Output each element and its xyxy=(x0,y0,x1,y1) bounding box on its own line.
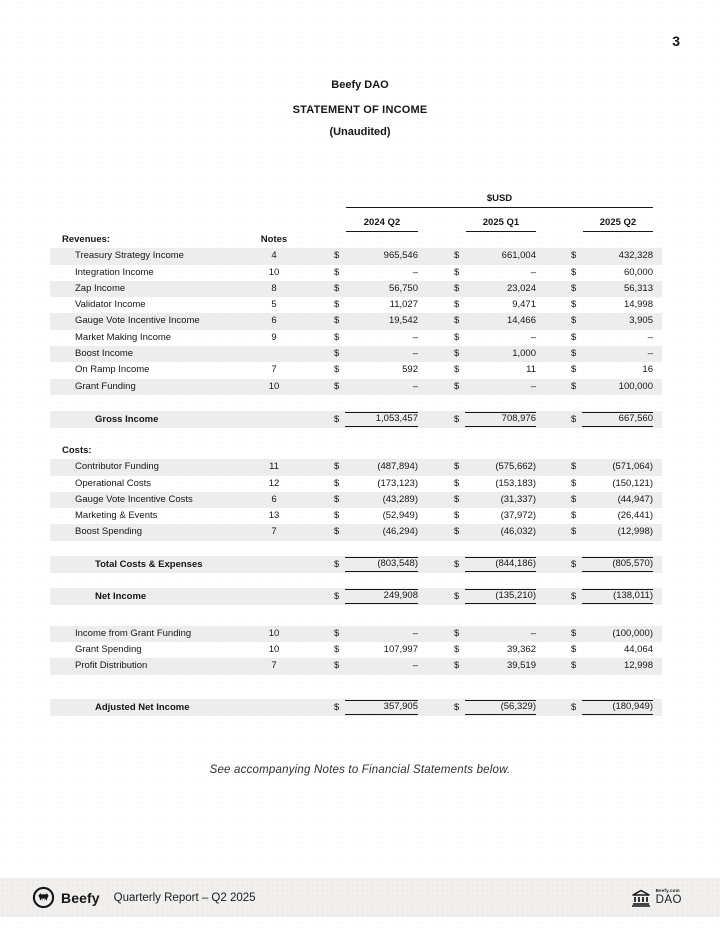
money-cell xyxy=(571,508,653,524)
currency-symbol: $ xyxy=(334,590,340,602)
page-number: 3 xyxy=(672,33,680,49)
row-label: Treasury Strategy Income xyxy=(75,250,184,262)
money-cell xyxy=(571,411,653,428)
money-cell xyxy=(571,476,653,492)
money-cell xyxy=(571,248,653,264)
amount: – xyxy=(412,348,418,360)
currency-symbol: $ xyxy=(454,331,460,343)
amount: (46,032) xyxy=(500,526,536,538)
note-ref: 13 xyxy=(268,510,280,522)
currency-symbol: $ xyxy=(454,299,460,311)
amount: 44,064 xyxy=(623,644,653,656)
currency-symbol: $ xyxy=(334,266,340,278)
note-ref: 12 xyxy=(268,477,280,489)
money-cell xyxy=(334,658,418,674)
money-cell xyxy=(334,476,418,492)
amount: – xyxy=(530,266,536,278)
amount: (31,337) xyxy=(500,493,536,505)
table-row xyxy=(50,265,662,281)
table-row xyxy=(50,658,662,674)
note-ref: 10 xyxy=(268,644,280,656)
amount: 39,362 xyxy=(506,644,536,656)
money-cell xyxy=(454,642,536,658)
currency-symbol: $ xyxy=(571,315,577,327)
money-cell xyxy=(454,699,536,716)
currency-symbol: $ xyxy=(334,413,340,425)
amount: (571,064) xyxy=(612,461,653,473)
money-cell xyxy=(454,346,536,362)
currency-symbol: $ xyxy=(334,510,340,522)
amount: (138,011) xyxy=(582,589,653,604)
amount: 19,542 xyxy=(388,315,418,327)
amount: 14,998 xyxy=(623,299,653,311)
row-label: Gauge Vote Incentive Income xyxy=(75,315,200,327)
table-row xyxy=(50,411,662,428)
currency-symbol: $ xyxy=(571,590,577,602)
money-cell xyxy=(454,626,536,642)
currency-symbol: $ xyxy=(454,477,460,489)
note-ref: 7 xyxy=(271,660,277,672)
table-row xyxy=(50,508,662,524)
currency-symbol: $ xyxy=(454,493,460,505)
table-row xyxy=(50,297,662,313)
money-cell xyxy=(334,699,418,716)
currency-symbol: $ xyxy=(454,461,460,473)
total-label: Gross Income xyxy=(95,413,159,425)
footer xyxy=(0,878,720,917)
amount: (805,570) xyxy=(582,557,653,572)
row-label: Integration Income xyxy=(75,266,154,278)
currency-symbol: $ xyxy=(454,413,460,425)
amount: – xyxy=(412,660,418,672)
amount: 100,000 xyxy=(618,380,653,392)
total-label: Adjusted Net Income xyxy=(95,702,190,714)
money-cell xyxy=(454,297,536,313)
table-row xyxy=(50,443,662,459)
money-cell xyxy=(454,265,536,281)
money-cell xyxy=(334,556,418,573)
money-cell xyxy=(334,642,418,658)
money-cell xyxy=(571,346,653,362)
money-cell xyxy=(454,459,536,475)
money-cell xyxy=(334,362,418,378)
currency-symbol: $ xyxy=(454,590,460,602)
currency-symbol: $ xyxy=(454,526,460,538)
amount: – xyxy=(647,348,653,360)
footer-dao-label: DAO xyxy=(655,893,682,906)
money-cell xyxy=(571,524,653,540)
amount: 965,546 xyxy=(383,250,418,262)
amount: – xyxy=(412,266,418,278)
money-cell xyxy=(334,248,418,264)
table-row xyxy=(50,626,662,642)
beefy-cow-logo-icon xyxy=(32,886,55,909)
amount: (100,000) xyxy=(612,627,653,639)
note-ref: 10 xyxy=(268,380,280,392)
money-cell xyxy=(454,524,536,540)
total-label: Net Income xyxy=(95,590,147,602)
note-ref: 11 xyxy=(269,461,279,473)
footer-report-title: Quarterly Report – Q2 2025 xyxy=(113,891,256,904)
note-ref: 10 xyxy=(268,266,280,278)
money-cell xyxy=(454,492,536,508)
money-cell xyxy=(334,346,418,362)
money-cell xyxy=(334,313,418,329)
amount: 432,328 xyxy=(618,250,653,262)
currency-symbol: $ xyxy=(571,380,577,392)
amount: 667,560 xyxy=(582,412,653,427)
money-cell xyxy=(571,330,653,346)
spacer xyxy=(50,395,662,411)
row-label: Boost Income xyxy=(75,348,134,360)
currency-symbol: $ xyxy=(571,250,577,262)
row-label: Gauge Vote Incentive Costs xyxy=(75,493,193,505)
currency-symbol: $ xyxy=(454,348,460,360)
money-cell xyxy=(571,642,653,658)
amount: 56,313 xyxy=(623,282,653,294)
money-cell xyxy=(571,281,653,297)
currency-symbol: $ xyxy=(571,510,577,522)
money-cell xyxy=(571,699,653,716)
amount: (52,949) xyxy=(382,510,418,522)
money-cell xyxy=(571,362,653,378)
currency-symbol: $ xyxy=(334,299,340,311)
money-cell xyxy=(334,588,418,605)
amount: 592 xyxy=(402,364,418,376)
table-row xyxy=(50,642,662,658)
money-cell xyxy=(571,626,653,642)
currency-header: $USD xyxy=(346,193,653,208)
currency-symbol: $ xyxy=(571,413,577,425)
amount: 14,466 xyxy=(506,315,536,327)
section-label: Revenues: xyxy=(62,234,111,245)
money-cell xyxy=(334,379,418,395)
currency-symbol: $ xyxy=(571,477,577,489)
note-ref: 6 xyxy=(271,493,277,505)
note-ref: 8 xyxy=(271,282,277,294)
currency-symbol: $ xyxy=(571,493,577,505)
currency-symbol: $ xyxy=(454,250,460,262)
title-block xyxy=(0,79,720,138)
note-ref: 6 xyxy=(271,315,277,327)
money-cell xyxy=(334,297,418,313)
notes-header: Notes xyxy=(260,234,288,245)
page-subtitle: (Unaudited) xyxy=(329,126,391,138)
row-label: Income from Grant Funding xyxy=(75,627,192,639)
amount: (12,998) xyxy=(617,526,653,538)
column-header: 2025 Q1 xyxy=(466,217,536,232)
amount: (46,294) xyxy=(382,526,418,538)
currency-symbol: $ xyxy=(454,266,460,278)
money-cell xyxy=(454,508,536,524)
currency-symbol: $ xyxy=(571,282,577,294)
money-cell xyxy=(334,411,418,428)
money-cell xyxy=(454,556,536,573)
amount: – xyxy=(530,380,536,392)
currency-symbol: $ xyxy=(454,644,460,656)
currency-symbol: $ xyxy=(334,348,340,360)
table-row xyxy=(50,556,662,573)
row-label: Grant Funding xyxy=(75,380,136,392)
row-label: Grant Spending xyxy=(75,644,142,656)
currency-symbol: $ xyxy=(571,299,577,311)
footnote: See accompanying Notes to Financial Statements below. xyxy=(209,764,511,776)
currency-symbol: $ xyxy=(571,364,577,376)
money-cell xyxy=(571,313,653,329)
amount: 11,027 xyxy=(389,299,418,311)
table-row xyxy=(50,699,662,716)
currency-symbol: $ xyxy=(571,644,577,656)
amount: – xyxy=(412,331,418,343)
currency-symbol: $ xyxy=(454,660,460,672)
note-ref: 9 xyxy=(271,331,277,343)
money-cell xyxy=(454,658,536,674)
amount: (56,329) xyxy=(465,700,536,715)
note-ref: 10 xyxy=(268,627,280,639)
row-label: Contributor Funding xyxy=(75,461,159,473)
row-label: Zap Income xyxy=(75,282,126,294)
amount: – xyxy=(412,380,418,392)
table-row xyxy=(50,346,662,362)
note-ref: 4 xyxy=(271,250,277,262)
org-name: Beefy DAO xyxy=(331,79,389,91)
note-ref: 7 xyxy=(271,526,277,538)
currency-symbol: $ xyxy=(454,510,460,522)
row-label: Validator Income xyxy=(75,299,146,311)
amount: 56,750 xyxy=(388,282,418,294)
spacer xyxy=(50,573,662,588)
row-label: Boost Spending xyxy=(75,526,143,538)
amount: (43,289) xyxy=(382,493,418,505)
table-row xyxy=(50,476,662,492)
row-label: On Ramp Income xyxy=(75,364,150,376)
currency-symbol: $ xyxy=(571,558,577,570)
currency-symbol: $ xyxy=(334,644,340,656)
footer-brand xyxy=(32,886,256,909)
money-cell xyxy=(334,508,418,524)
table-row xyxy=(50,330,662,346)
amount: 661,004 xyxy=(501,250,536,262)
table-row xyxy=(50,232,662,248)
currency-symbol: $ xyxy=(334,627,340,639)
footer-brand-name: Beefy xyxy=(61,889,100,906)
amount: (150,121) xyxy=(612,477,653,489)
table-row xyxy=(50,192,662,208)
money-cell xyxy=(334,281,418,297)
note-ref: 7 xyxy=(271,364,277,376)
money-cell xyxy=(571,265,653,281)
row-label: Market Making Income xyxy=(75,331,172,343)
money-cell xyxy=(454,588,536,605)
table-row xyxy=(50,379,662,395)
currency-symbol: $ xyxy=(334,380,340,392)
amount: 16 xyxy=(642,364,653,376)
currency-symbol: $ xyxy=(454,558,460,570)
spacer xyxy=(50,675,662,700)
currency-symbol: $ xyxy=(334,364,340,376)
currency-symbol: $ xyxy=(571,266,577,278)
money-cell xyxy=(334,626,418,642)
amount: (575,662) xyxy=(495,461,536,473)
money-cell xyxy=(334,492,418,508)
amount: 1,000 xyxy=(512,348,536,360)
table-row xyxy=(50,459,662,475)
table-row xyxy=(50,216,662,232)
amount: – xyxy=(647,331,653,343)
currency-symbol: $ xyxy=(334,250,340,262)
table-row xyxy=(50,362,662,378)
amount: 60,000 xyxy=(623,266,653,278)
money-cell xyxy=(454,362,536,378)
amount: 12,998 xyxy=(623,660,653,672)
money-cell xyxy=(334,330,418,346)
row-label: Operational Costs xyxy=(75,477,152,489)
currency-symbol: $ xyxy=(334,331,340,343)
column-header: 2024 Q2 xyxy=(346,217,418,232)
money-cell xyxy=(571,459,653,475)
spacer xyxy=(50,605,662,626)
note-ref: 5 xyxy=(271,299,277,311)
money-cell xyxy=(334,265,418,281)
amount: (37,972) xyxy=(500,510,536,522)
row-label: Profit Distribution xyxy=(75,660,148,672)
currency-symbol: $ xyxy=(334,315,340,327)
amount: (173,123) xyxy=(377,477,418,489)
money-cell xyxy=(454,281,536,297)
money-cell xyxy=(571,297,653,313)
currency-symbol: $ xyxy=(334,526,340,538)
money-cell xyxy=(334,524,418,540)
table-row xyxy=(50,524,662,540)
row-label: Marketing & Events xyxy=(75,510,158,522)
currency-symbol: $ xyxy=(454,364,460,376)
currency-symbol: $ xyxy=(571,331,577,343)
page-title: STATEMENT OF INCOME xyxy=(292,104,428,116)
amount: 11 xyxy=(526,364,536,376)
section-label: Costs: xyxy=(62,444,92,456)
currency-symbol: $ xyxy=(454,702,460,714)
amount: (803,548) xyxy=(345,557,418,572)
currency-symbol: $ xyxy=(571,660,577,672)
amount: 39,519 xyxy=(506,660,536,672)
money-cell xyxy=(454,313,536,329)
amount: 249,908 xyxy=(345,589,418,604)
table-row xyxy=(50,492,662,508)
amount: 3,905 xyxy=(629,315,653,327)
money-cell xyxy=(454,476,536,492)
currency-symbol: $ xyxy=(334,702,340,714)
amount: 708,976 xyxy=(465,412,536,427)
amount: – xyxy=(412,627,418,639)
income-table xyxy=(50,192,662,716)
money-cell xyxy=(571,658,653,674)
money-cell xyxy=(571,556,653,573)
money-cell xyxy=(571,492,653,508)
currency-symbol: $ xyxy=(571,702,577,714)
dao-bank-icon xyxy=(631,889,651,907)
amount: 9,471 xyxy=(512,299,536,311)
money-cell xyxy=(454,379,536,395)
spacer xyxy=(50,428,662,443)
footer-dao-url: Beefy.com xyxy=(655,888,680,893)
currency-symbol: $ xyxy=(334,558,340,570)
currency-symbol: $ xyxy=(454,282,460,294)
column-header: 2025 Q2 xyxy=(583,217,653,232)
table-row xyxy=(50,313,662,329)
money-cell xyxy=(454,248,536,264)
amount: (44,947) xyxy=(617,493,653,505)
currency-symbol: $ xyxy=(571,627,577,639)
currency-symbol: $ xyxy=(571,348,577,360)
currency-symbol: $ xyxy=(334,282,340,294)
amount: (135,210) xyxy=(465,589,536,604)
money-cell xyxy=(571,379,653,395)
table-row xyxy=(50,588,662,605)
footer-dao xyxy=(631,889,682,907)
table-row xyxy=(50,281,662,297)
amount: (844,186) xyxy=(465,557,536,572)
money-cell xyxy=(334,459,418,475)
money-cell xyxy=(454,411,536,428)
currency-symbol: $ xyxy=(571,526,577,538)
amount: (487,894) xyxy=(377,461,418,473)
money-cell xyxy=(454,330,536,346)
currency-symbol: $ xyxy=(571,461,577,473)
amount: 107,997 xyxy=(383,644,418,656)
currency-symbol: $ xyxy=(334,660,340,672)
amount: 357,905 xyxy=(345,700,418,715)
currency-symbol: $ xyxy=(334,461,340,473)
amount: – xyxy=(530,331,536,343)
amount: (26,441) xyxy=(617,510,653,522)
currency-symbol: $ xyxy=(454,315,460,327)
total-label: Total Costs & Expenses xyxy=(95,558,203,570)
amount: (153,183) xyxy=(495,477,536,489)
amount: (180,949) xyxy=(582,700,653,715)
currency-symbol: $ xyxy=(334,477,340,489)
amount: 1,053,457 xyxy=(345,412,418,427)
currency-symbol: $ xyxy=(454,380,460,392)
money-cell xyxy=(571,588,653,605)
amount: – xyxy=(530,627,536,639)
spacer xyxy=(50,541,662,556)
table-row xyxy=(50,248,662,264)
currency-symbol: $ xyxy=(454,627,460,639)
currency-symbol: $ xyxy=(334,493,340,505)
amount: 23,024 xyxy=(506,282,536,294)
